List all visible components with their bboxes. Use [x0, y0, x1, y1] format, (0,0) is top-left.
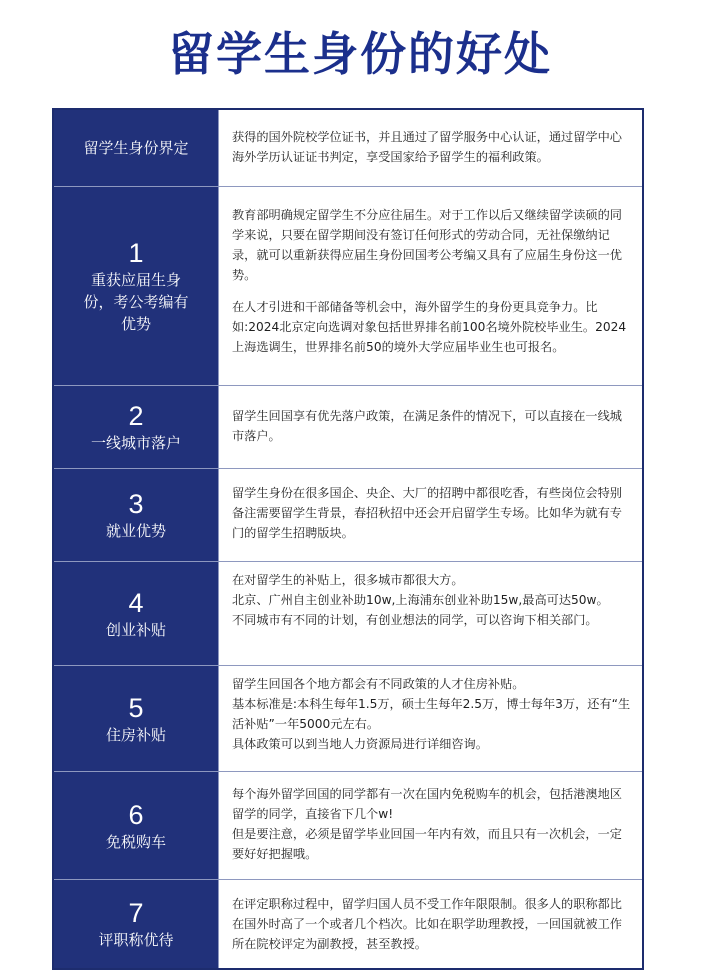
row-paragraph: 北京、广州自主创业补助10w,上海浦东创业补助15w,最高可达50w。: [232, 593, 609, 607]
row-content: [218, 880, 642, 968]
row-paragraph: 但是要注意，必须是留学毕业回国一年内有效，而且只有一次机会，一定要好好把握哦。: [232, 827, 622, 861]
row-number: 3: [128, 489, 144, 519]
row-paragraph: 在对留学生的补贴上，很多城市都很大方。: [232, 573, 464, 587]
row-paragraph: 在人才引进和干部储备等机会中，海外留学生的身份更具竞争力。比如:2024北京定向选调对象包括世界排名前100名境外院校毕业生。2024上海选调生，世界排名前50的境外大学应届毕业生也可报名。: [232, 300, 627, 354]
row-number: 1: [128, 238, 144, 268]
row-paragraph: 在评定职称过程中，留学归国人员不受工作年限限制。很多人的职称都比在国外时高了一个或者几个档次。比如在职学助理教授，一回国就被工作所在院校评定为副教授，甚至教授。: [232, 897, 622, 951]
table-row: [54, 186, 642, 385]
row-header: [54, 666, 218, 771]
row-label: 创业补贴: [105, 620, 166, 639]
row-paragraph: 具体政策可以到当地人力资源局进行详细咨询。: [232, 737, 488, 751]
row-header: [54, 386, 218, 468]
row-label: 评职称优待: [98, 931, 174, 949]
benefits-table: [52, 108, 644, 970]
row-paragraph: 基本标准是:本科生每年1.5万，硕士生每年2.5万，博士每年3万，还有“生活补贴”一年5000元左右。: [232, 697, 631, 731]
table-row: [54, 771, 642, 879]
row-paragraph: 留学生身份在很多国企、央企、大厂的招聘中都很吃香，有些岗位会特别备注需要留学生背景，春招秋招中还会开启留学生专场。比如华为就有专门的留学生招聘版块。: [232, 486, 622, 540]
row-content: [218, 187, 642, 385]
page-title: 留学生身份的好处: [168, 27, 552, 81]
row-label: 一线城市落户: [90, 434, 181, 452]
row-number: 2: [128, 401, 144, 431]
row-label: 免税购车: [105, 832, 166, 851]
row-paragraph: 留学生回国各个地方都会有不同政策的人才住房补贴。: [232, 677, 525, 691]
row-label: 重获应届生身份，考公考编有优势: [83, 271, 189, 333]
table-row: [54, 561, 642, 665]
table-row: [54, 665, 642, 771]
row-content: [218, 110, 642, 186]
row-header: [54, 469, 218, 561]
row-label: 就业优势: [105, 522, 166, 540]
row-header: [54, 562, 218, 665]
row-content: [218, 386, 642, 468]
row-number: 6: [128, 799, 144, 830]
row-paragraph: 不同城市有不同的计划，有创业想法的同学，可以咨询下相关部门。: [232, 613, 598, 627]
row-paragraph: 每个海外留学回国的同学都有一次在国内免税购车的机会，包括港澳地区留学的同学，直接省下几个w!: [232, 787, 622, 821]
row-label: 留学生身份界定: [83, 139, 189, 157]
row-paragraph: 留学生回国享有优先落户政策，在满足条件的情况下，可以直接在一线城市落户。: [232, 409, 622, 443]
row-header: [54, 187, 218, 385]
row-header: [54, 772, 218, 879]
table-row: [54, 879, 642, 968]
row-header: [54, 880, 218, 968]
table-row: [54, 110, 642, 186]
row-number: 7: [128, 898, 144, 928]
row-content: [218, 772, 642, 879]
table-row: [54, 385, 642, 468]
row-content: [218, 666, 642, 771]
row-label: 住房补贴: [105, 725, 166, 744]
paragraph-gap: [232, 285, 632, 297]
row-number: 5: [128, 692, 144, 723]
row-number: 4: [128, 587, 144, 618]
table-row: [54, 468, 642, 561]
row-paragraph: 获得的国外院校学位证书，并且通过了留学服务中心认证，通过留学中心海外学历认证证书判定，享受国家给予留学生的福利政策。: [232, 130, 622, 164]
row-header: [54, 110, 218, 186]
row-paragraph: 教育部明确规定留学生不分应往届生。对于工作以后又继续留学读硕的同学来说，只要在留学期间没有签订任何形式的劳动合同，无社保缴纳记录，就可以重新获得应届生身份回国考公考编又具有了应届生身份这一优势。: [232, 208, 622, 282]
row-content: [218, 469, 642, 561]
row-content: [218, 562, 642, 665]
